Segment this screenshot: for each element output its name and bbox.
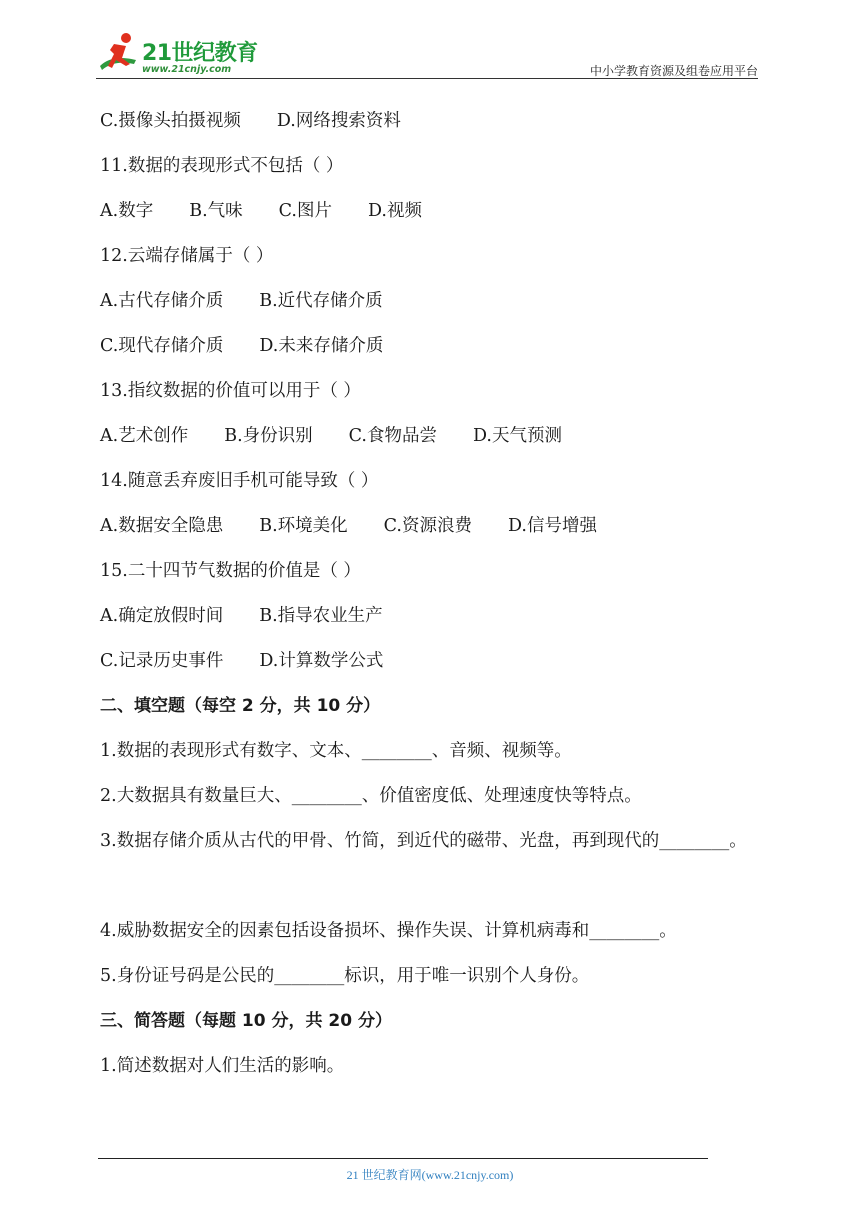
answer-option: D.计算数学公式: [259, 651, 384, 671]
header-divider: [96, 78, 758, 79]
platform-name: 中小学教育资源及组卷应用平台: [589, 64, 758, 78]
answer-option: C.摄像头拍摄视频: [100, 111, 241, 131]
answer-option: B.近代存储介质: [259, 291, 383, 311]
answer-option: A.确定放假时间: [100, 606, 224, 626]
answer-option: D.信号增强: [507, 516, 597, 536]
answer-option: C.现代存储介质: [100, 336, 224, 356]
section-heading: 二、填空题（每空 2 分，共 10 分）: [100, 696, 381, 716]
page-header: [96, 30, 758, 80]
answer-options-row: [100, 644, 770, 689]
answer-option: A.数据安全隐患: [100, 516, 224, 536]
question-text: 13.指纹数据的价值可以用于（ ）: [100, 381, 361, 401]
answer-option: B.指导农业生产: [259, 606, 383, 626]
answer-option: A.古代存储介质: [100, 291, 224, 311]
question-text: 4.威胁数据安全的因素包括设备损坏、操作失误、计算机病毒和________。: [100, 921, 677, 941]
answer-option: C.资源浪费: [383, 516, 472, 536]
question-text: 5.身份证号码是公民的________标识，用于唯一识别个人身份。: [100, 966, 590, 986]
runner-icon: [96, 30, 142, 76]
page-footer: 21 世纪教育网(www.21cnjy.com): [346, 1168, 514, 1182]
answer-option: D.视频: [367, 201, 422, 221]
question-text: 1.简述数据对人们生活的影响。: [100, 1056, 345, 1076]
answer-option: A.数字: [100, 201, 154, 221]
brand-logo: [96, 30, 266, 80]
answer-options-row: [100, 329, 770, 374]
answer-options-row: [100, 419, 770, 464]
answer-option: B.身份识别: [224, 426, 313, 446]
answer-option: B.气味: [189, 201, 243, 221]
answer-options-row: [100, 599, 770, 644]
question-text: 12.云端存储属于（ ）: [100, 246, 274, 266]
logo-url: www.21cnjy.com: [142, 64, 232, 75]
question-text: 2.大数据具有数量巨大、________、价值密度低、处理速度快等特点。: [100, 786, 642, 806]
answer-options-row: [100, 104, 770, 149]
answer-option: A.艺术创作: [100, 426, 189, 446]
answer-option: D.天气预测: [472, 426, 562, 446]
question-text: 1.数据的表现形式有数字、文本、________、音频、视频等。: [100, 741, 572, 761]
question-text: 3.数据存储介质从古代的甲骨、竹简，到近代的磁带、光盘，再到现代的________。: [100, 831, 747, 851]
answer-option: C.图片: [278, 201, 332, 221]
answer-option: B.环境美化: [259, 516, 348, 536]
question-text: 11.数据的表现形式不包括（ ）: [100, 156, 344, 176]
section-heading: 三、简答题（每题 10 分，共 20 分）: [100, 1011, 392, 1031]
answer-option: D.未来存储介质: [259, 336, 384, 356]
question-text: 14.随意丢弃废旧手机可能导致（ ）: [100, 471, 379, 491]
logo-text: 21世纪教育: [142, 41, 258, 66]
answer-option: C.食物品尝: [348, 426, 437, 446]
answer-option: C.记录历史事件: [100, 651, 224, 671]
answer-options-row: [100, 284, 770, 329]
document-body: [100, 104, 770, 1094]
answer-option: D.网络搜索资料: [276, 111, 401, 131]
answer-options-row: [100, 509, 770, 554]
answer-options-row: [100, 194, 770, 239]
question-text: 15.二十四节气数据的价值是（ ）: [100, 561, 361, 581]
footer-divider: [98, 1158, 708, 1159]
